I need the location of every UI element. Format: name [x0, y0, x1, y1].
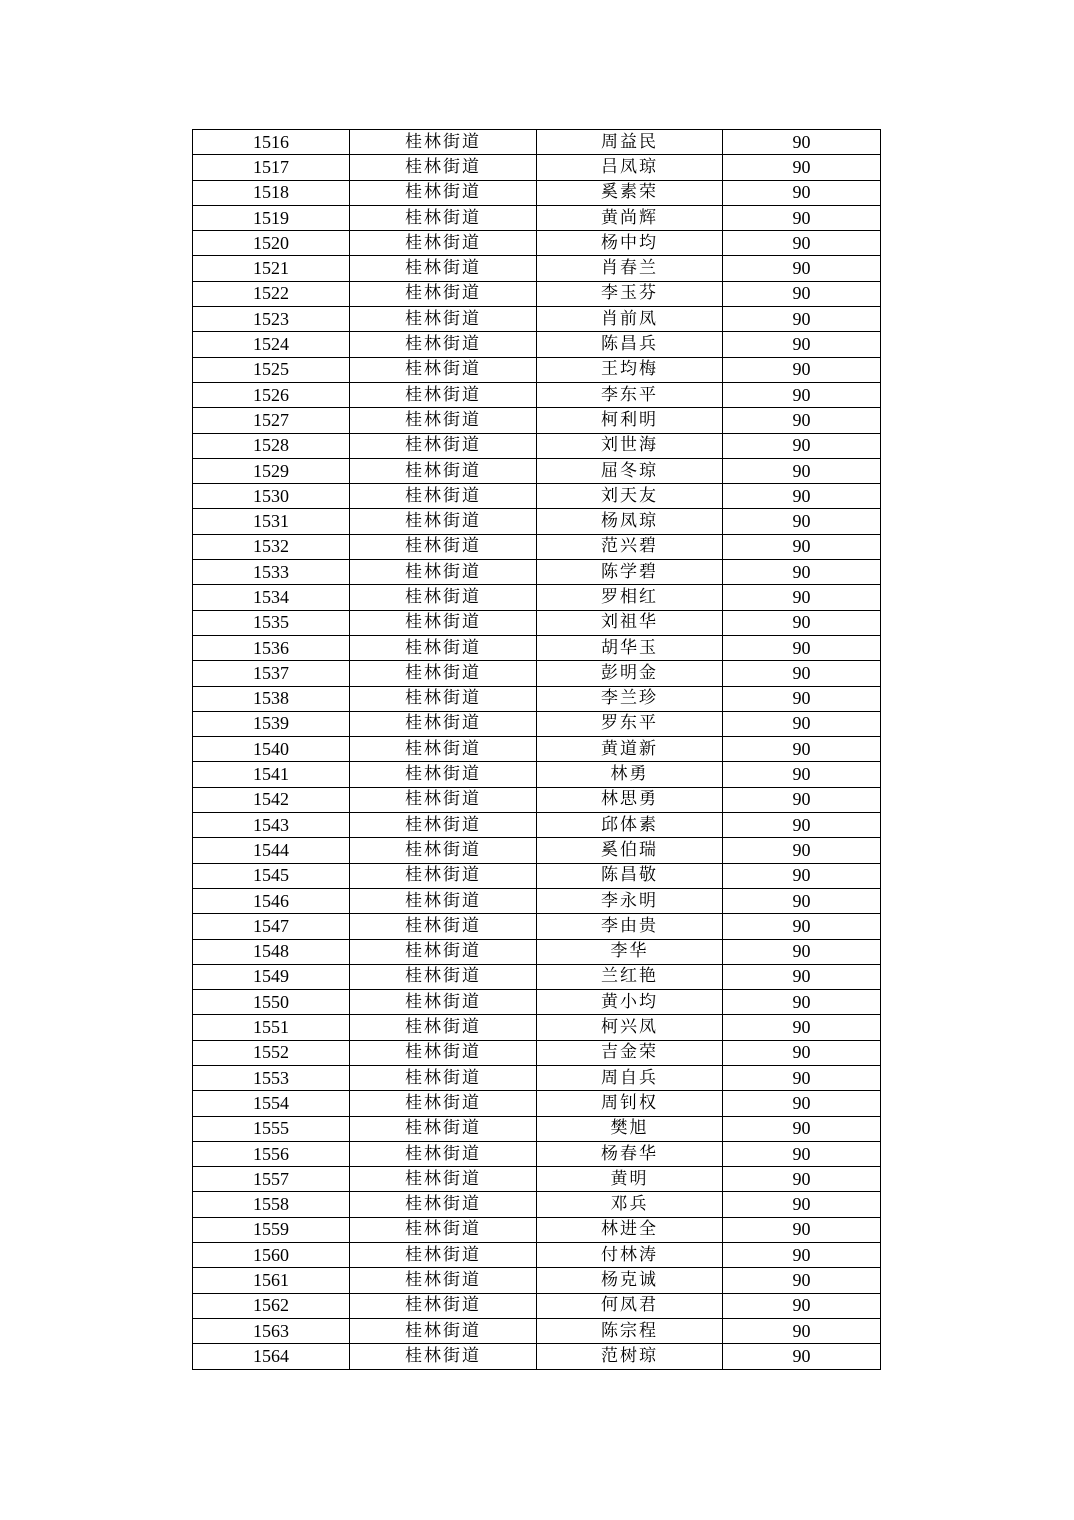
street-cell: 桂林街道: [350, 307, 537, 332]
street-cell: 桂林街道: [350, 1192, 537, 1217]
person-name-cell: 杨中均: [537, 231, 723, 256]
table-row: [193, 762, 881, 787]
score-cell: 90: [723, 281, 881, 306]
serial-number-cell: 1536: [193, 635, 350, 660]
serial-number-cell: 1549: [193, 964, 350, 989]
table-row: [193, 382, 881, 407]
serial-number-cell: 1553: [193, 1065, 350, 1090]
person-name-cell: 黄道新: [537, 737, 723, 762]
serial-number-cell: 1525: [193, 357, 350, 382]
person-name-cell: 林进全: [537, 1217, 723, 1242]
table-row: [193, 534, 881, 559]
street-cell: 桂林街道: [350, 686, 537, 711]
score-cell: 90: [723, 256, 881, 281]
street-cell: 桂林街道: [350, 787, 537, 812]
person-name-cell: 李永明: [537, 888, 723, 913]
person-name-cell: 王均梅: [537, 357, 723, 382]
street-cell: 桂林街道: [350, 1268, 537, 1293]
score-cell: 90: [723, 964, 881, 989]
serial-number-cell: 1533: [193, 560, 350, 585]
score-cell: 90: [723, 1040, 881, 1065]
street-cell: 桂林街道: [350, 534, 537, 559]
serial-number-cell: 1535: [193, 610, 350, 635]
person-name-cell: 彭明金: [537, 661, 723, 686]
street-cell: 桂林街道: [350, 509, 537, 534]
serial-number-cell: 1542: [193, 787, 350, 812]
table-row: [193, 1344, 881, 1369]
score-cell: 90: [723, 332, 881, 357]
table-row: [193, 256, 881, 281]
street-cell: 桂林街道: [350, 711, 537, 736]
person-name-cell: 奚伯瑞: [537, 838, 723, 863]
table-row: [193, 205, 881, 230]
serial-number-cell: 1564: [193, 1344, 350, 1369]
serial-number-cell: 1548: [193, 939, 350, 964]
street-cell: 桂林街道: [350, 560, 537, 585]
serial-number-cell: 1562: [193, 1293, 350, 1318]
person-name-cell: 罗东平: [537, 711, 723, 736]
person-name-cell: 周钊权: [537, 1091, 723, 1116]
person-name-cell: 黄尚辉: [537, 205, 723, 230]
score-cell: 90: [723, 1293, 881, 1318]
table-row: [193, 1217, 881, 1242]
score-cell: 90: [723, 787, 881, 812]
serial-number-cell: 1534: [193, 585, 350, 610]
street-cell: 桂林街道: [350, 1040, 537, 1065]
street-cell: 桂林街道: [350, 130, 537, 155]
serial-number-cell: 1556: [193, 1141, 350, 1166]
score-cell: 90: [723, 1318, 881, 1343]
table-row: [193, 737, 881, 762]
person-name-cell: 黄明: [537, 1167, 723, 1192]
score-cell: 90: [723, 1116, 881, 1141]
street-cell: 桂林街道: [350, 1318, 537, 1343]
score-cell: 90: [723, 509, 881, 534]
person-name-cell: 刘天友: [537, 484, 723, 509]
table-row: [193, 661, 881, 686]
score-cell: 90: [723, 711, 881, 736]
street-cell: 桂林街道: [350, 256, 537, 281]
score-cell: 90: [723, 661, 881, 686]
table-row: [193, 635, 881, 660]
person-name-cell: 陈昌敬: [537, 863, 723, 888]
street-cell: 桂林街道: [350, 939, 537, 964]
person-name-cell: 陈昌兵: [537, 332, 723, 357]
serial-number-cell: 1545: [193, 863, 350, 888]
person-name-cell: 李兰珍: [537, 686, 723, 711]
score-cell: 90: [723, 686, 881, 711]
person-name-cell: 肖春兰: [537, 256, 723, 281]
serial-number-cell: 1517: [193, 155, 350, 180]
serial-number-cell: 1554: [193, 1091, 350, 1116]
serial-number-cell: 1558: [193, 1192, 350, 1217]
table-row: [193, 509, 881, 534]
person-name-cell: 李玉芬: [537, 281, 723, 306]
person-name-cell: 范兴碧: [537, 534, 723, 559]
street-cell: 桂林街道: [350, 1243, 537, 1268]
serial-number-cell: 1530: [193, 484, 350, 509]
person-name-cell: 肖前凤: [537, 307, 723, 332]
serial-number-cell: 1541: [193, 762, 350, 787]
street-cell: 桂林街道: [350, 635, 537, 660]
serial-number-cell: 1524: [193, 332, 350, 357]
serial-number-cell: 1529: [193, 458, 350, 483]
score-cell: 90: [723, 610, 881, 635]
table-row: [193, 838, 881, 863]
street-cell: 桂林街道: [350, 610, 537, 635]
street-cell: 桂林街道: [350, 1167, 537, 1192]
score-cell: 90: [723, 130, 881, 155]
street-cell: 桂林街道: [350, 1015, 537, 1040]
person-name-cell: 杨春华: [537, 1141, 723, 1166]
table-row: [193, 863, 881, 888]
score-cell: 90: [723, 458, 881, 483]
score-cell: 90: [723, 838, 881, 863]
table-row: [193, 1015, 881, 1040]
person-name-cell: 罗相红: [537, 585, 723, 610]
person-name-cell: 周益民: [537, 130, 723, 155]
score-cell: 90: [723, 1192, 881, 1217]
serial-number-cell: 1537: [193, 661, 350, 686]
table-row: [193, 1065, 881, 1090]
serial-number-cell: 1516: [193, 130, 350, 155]
street-cell: 桂林街道: [350, 357, 537, 382]
score-cell: 90: [723, 408, 881, 433]
street-cell: 桂林街道: [350, 231, 537, 256]
table-row: [193, 281, 881, 306]
street-cell: 桂林街道: [350, 1344, 537, 1369]
person-name-cell: 柯利明: [537, 408, 723, 433]
street-cell: 桂林街道: [350, 205, 537, 230]
serial-number-cell: 1539: [193, 711, 350, 736]
serial-number-cell: 1559: [193, 1217, 350, 1242]
serial-number-cell: 1519: [193, 205, 350, 230]
roster-table: [192, 129, 881, 1370]
person-name-cell: 奚素荣: [537, 180, 723, 205]
serial-number-cell: 1518: [193, 180, 350, 205]
street-cell: 桂林街道: [350, 382, 537, 407]
serial-number-cell: 1527: [193, 408, 350, 433]
street-cell: 桂林街道: [350, 332, 537, 357]
street-cell: 桂林街道: [350, 484, 537, 509]
table-row: [193, 1293, 881, 1318]
score-cell: 90: [723, 1065, 881, 1090]
table-row: [193, 888, 881, 913]
street-cell: 桂林街道: [350, 813, 537, 838]
score-cell: 90: [723, 762, 881, 787]
table-row: [193, 939, 881, 964]
score-cell: 90: [723, 1141, 881, 1166]
serial-number-cell: 1561: [193, 1268, 350, 1293]
table-row: [193, 1318, 881, 1343]
person-name-cell: 何凤君: [537, 1293, 723, 1318]
table-row: [193, 560, 881, 585]
street-cell: 桂林街道: [350, 1091, 537, 1116]
street-cell: 桂林街道: [350, 585, 537, 610]
person-name-cell: 樊旭: [537, 1116, 723, 1141]
serial-number-cell: 1544: [193, 838, 350, 863]
table-row: [193, 813, 881, 838]
table-row: [193, 686, 881, 711]
street-cell: 桂林街道: [350, 914, 537, 939]
serial-number-cell: 1528: [193, 433, 350, 458]
person-name-cell: 陈宗程: [537, 1318, 723, 1343]
person-name-cell: 邱体素: [537, 813, 723, 838]
table-row: [193, 484, 881, 509]
serial-number-cell: 1555: [193, 1116, 350, 1141]
table-row: [193, 357, 881, 382]
person-name-cell: 周自兵: [537, 1065, 723, 1090]
table-row: [193, 1268, 881, 1293]
person-name-cell: 范树琼: [537, 1344, 723, 1369]
person-name-cell: 林思勇: [537, 787, 723, 812]
serial-number-cell: 1520: [193, 231, 350, 256]
score-cell: 90: [723, 990, 881, 1015]
score-cell: 90: [723, 888, 881, 913]
table-row: [193, 1091, 881, 1116]
street-cell: 桂林街道: [350, 1293, 537, 1318]
street-cell: 桂林街道: [350, 458, 537, 483]
street-cell: 桂林街道: [350, 863, 537, 888]
table-row: [193, 408, 881, 433]
score-cell: 90: [723, 231, 881, 256]
serial-number-cell: 1538: [193, 686, 350, 711]
table-row: [193, 1167, 881, 1192]
score-cell: 90: [723, 863, 881, 888]
serial-number-cell: 1526: [193, 382, 350, 407]
serial-number-cell: 1532: [193, 534, 350, 559]
serial-number-cell: 1563: [193, 1318, 350, 1343]
person-name-cell: 李东平: [537, 382, 723, 407]
street-cell: 桂林街道: [350, 838, 537, 863]
serial-number-cell: 1546: [193, 888, 350, 913]
roster-table-body: [193, 130, 881, 1370]
serial-number-cell: 1522: [193, 281, 350, 306]
street-cell: 桂林街道: [350, 888, 537, 913]
serial-number-cell: 1551: [193, 1015, 350, 1040]
street-cell: 桂林街道: [350, 155, 537, 180]
serial-number-cell: 1543: [193, 813, 350, 838]
person-name-cell: 屈冬琼: [537, 458, 723, 483]
street-cell: 桂林街道: [350, 964, 537, 989]
score-cell: 90: [723, 433, 881, 458]
score-cell: 90: [723, 534, 881, 559]
score-cell: 90: [723, 180, 881, 205]
score-cell: 90: [723, 382, 881, 407]
table-row: [193, 180, 881, 205]
table-row: [193, 307, 881, 332]
serial-number-cell: 1540: [193, 737, 350, 762]
person-name-cell: 林勇: [537, 762, 723, 787]
score-cell: 90: [723, 737, 881, 762]
person-name-cell: 胡华玉: [537, 635, 723, 660]
table-row: [193, 1243, 881, 1268]
serial-number-cell: 1557: [193, 1167, 350, 1192]
score-cell: 90: [723, 205, 881, 230]
table-row: [193, 332, 881, 357]
table-row: [193, 433, 881, 458]
street-cell: 桂林街道: [350, 737, 537, 762]
person-name-cell: 刘世海: [537, 433, 723, 458]
table-row: [193, 155, 881, 180]
street-cell: 桂林街道: [350, 990, 537, 1015]
person-name-cell: 兰红艳: [537, 964, 723, 989]
score-cell: 90: [723, 585, 881, 610]
score-cell: 90: [723, 1344, 881, 1369]
score-cell: 90: [723, 1268, 881, 1293]
street-cell: 桂林街道: [350, 281, 537, 306]
score-cell: 90: [723, 635, 881, 660]
table-row: [193, 1192, 881, 1217]
street-cell: 桂林街道: [350, 661, 537, 686]
street-cell: 桂林街道: [350, 1217, 537, 1242]
table-row: [193, 787, 881, 812]
table-row: [193, 964, 881, 989]
score-cell: 90: [723, 1217, 881, 1242]
table-row: [193, 990, 881, 1015]
street-cell: 桂林街道: [350, 762, 537, 787]
score-cell: 90: [723, 1015, 881, 1040]
person-name-cell: 黄小均: [537, 990, 723, 1015]
serial-number-cell: 1552: [193, 1040, 350, 1065]
score-cell: 90: [723, 1243, 881, 1268]
person-name-cell: 吕凤琼: [537, 155, 723, 180]
score-cell: 90: [723, 914, 881, 939]
street-cell: 桂林街道: [350, 1116, 537, 1141]
person-name-cell: 刘祖华: [537, 610, 723, 635]
serial-number-cell: 1547: [193, 914, 350, 939]
street-cell: 桂林街道: [350, 1065, 537, 1090]
street-cell: 桂林街道: [350, 180, 537, 205]
score-cell: 90: [723, 939, 881, 964]
table-row: [193, 1116, 881, 1141]
serial-number-cell: 1523: [193, 307, 350, 332]
person-name-cell: 付林涛: [537, 1243, 723, 1268]
table-row: [193, 914, 881, 939]
serial-number-cell: 1560: [193, 1243, 350, 1268]
table-row: [193, 1141, 881, 1166]
table-row: [193, 130, 881, 155]
person-name-cell: 陈学碧: [537, 560, 723, 585]
serial-number-cell: 1550: [193, 990, 350, 1015]
serial-number-cell: 1521: [193, 256, 350, 281]
person-name-cell: 邓兵: [537, 1192, 723, 1217]
person-name-cell: 杨凤琼: [537, 509, 723, 534]
score-cell: 90: [723, 307, 881, 332]
table-row: [193, 458, 881, 483]
serial-number-cell: 1531: [193, 509, 350, 534]
street-cell: 桂林街道: [350, 433, 537, 458]
person-name-cell: 李由贵: [537, 914, 723, 939]
score-cell: 90: [723, 155, 881, 180]
person-name-cell: 吉金荣: [537, 1040, 723, 1065]
score-cell: 90: [723, 560, 881, 585]
person-name-cell: 李华: [537, 939, 723, 964]
score-cell: 90: [723, 357, 881, 382]
street-cell: 桂林街道: [350, 408, 537, 433]
person-name-cell: 柯兴凤: [537, 1015, 723, 1040]
table-row: [193, 585, 881, 610]
score-cell: 90: [723, 484, 881, 509]
table-row: [193, 1040, 881, 1065]
score-cell: 90: [723, 1091, 881, 1116]
score-cell: 90: [723, 1167, 881, 1192]
street-cell: 桂林街道: [350, 1141, 537, 1166]
person-name-cell: 杨克诚: [537, 1268, 723, 1293]
table-row: [193, 711, 881, 736]
score-cell: 90: [723, 813, 881, 838]
table-row: [193, 610, 881, 635]
table-row: [193, 231, 881, 256]
